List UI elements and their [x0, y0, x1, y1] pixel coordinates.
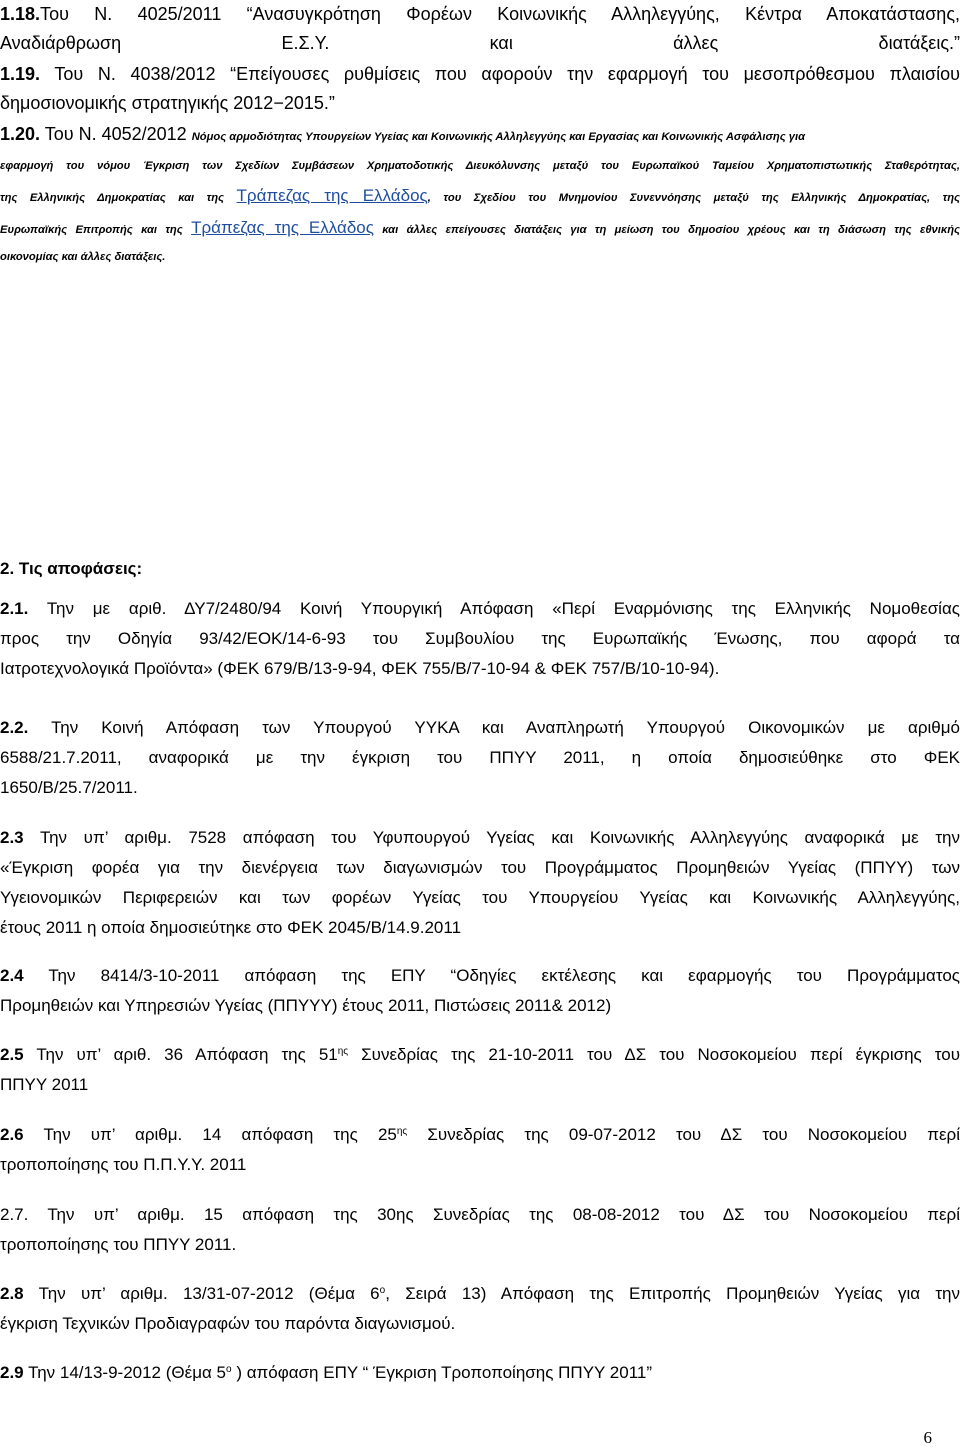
decision-2-8	[0, 1279, 960, 1339]
decision-2-5	[0, 1040, 960, 1100]
decision-text: Την υπ’ αριθμ. 13/31-07-2012 (Θέμα 6	[38, 1284, 380, 1303]
item-text: Αναδιάρθρωση Ε.Σ.Υ. και άλλες διατάξεις.”	[0, 33, 960, 53]
decision-text: Συνεδρίας της 21-10-2011 του ΔΣ του Νοσοκομείου περί έγκρισης του	[361, 1045, 960, 1064]
decision-2-9	[0, 1358, 960, 1388]
bank-of-greece-link[interactable]: Τράπεζας της Ελλάδος	[191, 218, 374, 237]
item-text: Του Ν. 4038/2012 “Επείγουσες ρυθμίσεις που αφορούν την εφαρμογή του μεσοπρόθεσμου πλαισίου	[54, 64, 960, 84]
decision-text: τροποποίησης του Π.Π.Υ.Υ. 2011	[0, 1155, 247, 1174]
decision-text: Την 14/13-9-2012 (Θέμα 5	[28, 1363, 227, 1382]
item-1-18	[0, 0, 960, 58]
item-number: 1.19.	[0, 64, 41, 84]
decision-text: ) απόφαση ΕΠΥ “ Έγκριση Τροποποίησης ΠΠΥΥ 2011”	[236, 1363, 652, 1382]
page-number: 6	[923, 1428, 932, 1447]
decision-text: προς την Οδηγία 93/42/ΕΟΚ/14-6-93 του Συμβουλίου της Ευρωπαϊκής Ένωσης, που αφορά τα	[0, 629, 960, 648]
decision-text: Υγειονομικών Περιφερειών και των φορέων Υγείας του Υπουργείου Υγείας και Κοινωνικής Αλληλεγγύης,	[0, 888, 960, 907]
item-summary-line: Νόμος αρμοδιότητας Υπουργείων Υγείας και Κοινωνικής Αλληλεγγύης και Εργασίας και Κοινωνικής Ασφάλισης για	[191, 131, 806, 143]
decision-text: Την υπ’ αριθ. 36 Απόφαση της 51	[36, 1045, 338, 1064]
decision-text: Την Κοινή Απόφαση των Υπουργού ΥΥΚΑ και Αναπληρωτή Υπουργού Οικονομικών με αριθμό	[51, 718, 960, 737]
ordinal-superscript: ο	[226, 1364, 232, 1375]
decision-text: Την υπ’ αριθμ. 7528 απόφαση του Υφυπουργού Υγείας και Κοινωνικής Αλληλεγγύης αναφορικά με την	[39, 828, 960, 847]
decision-2-2	[0, 713, 960, 803]
item-summary-line: της Ελληνικής Δημοκρατίας και της	[0, 192, 225, 204]
decision-text: «Έγκριση φορέα για την διενέργεια των διαγωνισμών του Προγράμματος Προμηθειών Υγείας (ΠΠΥΥ) των	[0, 858, 960, 877]
decision-text: Ιατροτεχνολογικά Προϊόντα» (ΦΕΚ 679/Β/13-9-94, ΦΕΚ 755/Β/7-10-94 & ΦΕΚ 757/Β/10-10-94).	[0, 659, 720, 678]
decision-text: έτους 2011 η οποία δημοσιεύτηκε στο ΦΕΚ 2045/Β/14.9.2011	[0, 918, 462, 937]
item-summary-line: οικονομίας και άλλες διατάξεις.	[0, 251, 166, 263]
decision-number: 2.4	[0, 966, 24, 985]
decision-text: 1650/Β/25.7/2011.	[0, 778, 138, 797]
decision-text: Προμηθειών και Υπηρεσιών Υγείας (ΠΠΥΥΥ) έτους 2011, Πιστώσεις 2011& 2012)	[0, 996, 612, 1015]
decision-number: 2.1.	[0, 599, 29, 618]
decision-text: Την 8414/3-10-2011 απόφαση της ΕΠΥ “Οδηγίες εκτέλεσης και εφαρμογής του Προγράμματος	[48, 966, 960, 985]
item-summary-line: και άλλες επείγουσες διατάξεις για τη μείωση του δημοσίου χρέους και τη διάσωση της εθνικής	[382, 224, 960, 236]
item-number: 1.18.	[0, 4, 41, 24]
item-summary-line: εφαρμογή του νόμου Έγκριση των Σχεδίων Συμβάσεων Χρηματοδοτικής Διευκόλυνσης μεταξύ του Ευρωπαϊκού Ταμείου Χρηματοπιστωτικής Σταθερότητας,	[0, 160, 960, 172]
item-summary-line: Ευρωπαϊκής Επιτροπής και της	[0, 224, 183, 236]
decision-2-3	[0, 823, 960, 943]
decision-number: 2.3	[0, 828, 24, 847]
decision-2-7	[0, 1200, 960, 1260]
decision-number: 2.2.	[0, 718, 29, 737]
decision-text: ΔΥ7/2480/94 Κοινή Υπουργική Απόφαση «Περί Εναρμόνισης της Ελληνικής Νομοθεσίας	[184, 599, 960, 618]
decision-2-6	[0, 1120, 960, 1180]
decision-text: ΠΠΥΥ 2011	[0, 1075, 89, 1094]
item-1-20	[0, 119, 960, 269]
decision-text: Την υπ’ αριθμ. 14 απόφαση της 25	[43, 1125, 397, 1144]
decision-number: 2.8	[0, 1284, 24, 1303]
decision-number: 2.7.	[0, 1205, 29, 1224]
decision-number: 2.9	[0, 1363, 24, 1382]
decision-text: Συνεδρίας της 09-07-2012 του ΔΣ του Νοσοκομείου περί	[427, 1125, 960, 1144]
decision-text: έγκριση Τεχνικών Προδιαγραφών του παρόντα διαγωνισμού.	[0, 1314, 456, 1333]
ordinal-superscript: ης	[337, 1046, 349, 1057]
ordinal-superscript: ο	[379, 1285, 386, 1296]
decision-text: Την με αριθ.	[46, 599, 167, 618]
item-1-19	[0, 60, 960, 118]
decision-text: τροποποίησης του ΠΠΥΥ 2011.	[0, 1235, 237, 1254]
section-title: 2. Τις αποφάσεις:	[0, 559, 143, 578]
item-heading: Του Ν. 4052/2012	[44, 124, 187, 144]
item-summary-line: , του Σχεδίου του Μνημονίου Συνεννόησης μεταξύ της Ελληνικής Δημοκρατίας, της	[427, 192, 960, 204]
bank-of-greece-link[interactable]: Τράπεζας της Ελλάδος	[236, 186, 428, 205]
decision-number: 2.6	[0, 1125, 24, 1144]
item-text: Του Ν. 4025/2011 “Ανασυγκρότηση Φορέων Κοινωνικής Αλληλεγγύης, Κέντρα Αποκατάστασης,	[40, 4, 960, 24]
decision-text: 6588/21.7.2011, αναφορικά με την έγκριση του ΠΠΥΥ 2011, η οποία δημοσιεύθηκε στο ΦΕΚ	[0, 748, 960, 767]
decision-text: , Σειρά 13) Απόφαση της Επιτροπής Προμηθειών Υγείας για την	[385, 1284, 960, 1303]
decision-2-4	[0, 961, 960, 1021]
decision-text: Την υπ’ αριθμ. 15 απόφαση της 30ης Συνεδρίας της 08-08-2012 του ΔΣ του Νοσοκομείου περί	[47, 1205, 960, 1224]
item-number: 1.20.	[0, 124, 41, 144]
decision-number: 2.5	[0, 1045, 24, 1064]
decision-2-1	[0, 594, 960, 684]
ordinal-superscript: ης	[396, 1126, 408, 1137]
item-text: δημοσιονομικής στρατηγικής 2012−2015.”	[0, 93, 335, 113]
